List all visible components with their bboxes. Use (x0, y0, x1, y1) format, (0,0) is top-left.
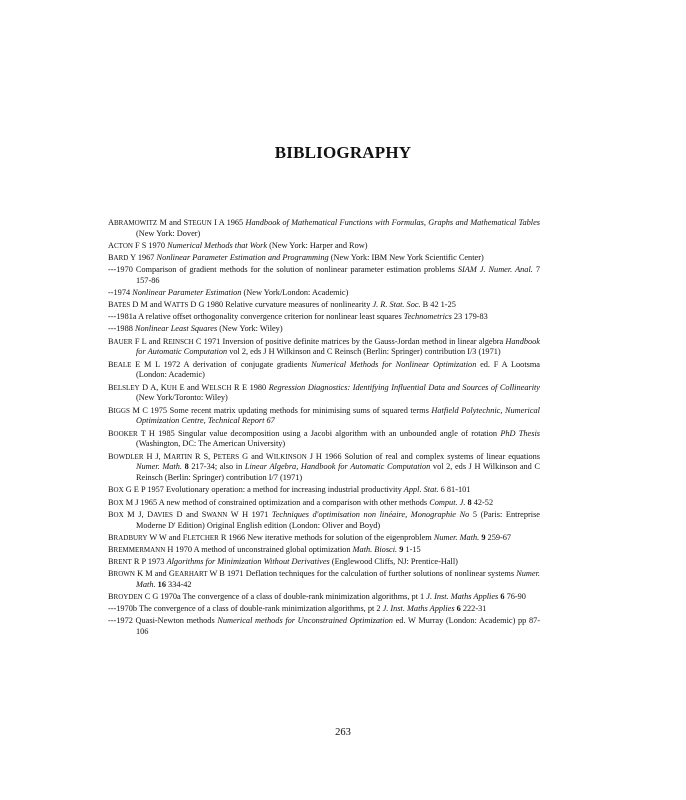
bibliography-entry: --1974 Nonlinear Parameter Estimation (New York/London: Academic) (108, 288, 349, 298)
bibliography-entry: ---1981a A relative offset orthogonality convergence criterion for nonlinear least squares Technometrics 23 179-83 (108, 312, 488, 322)
bibliography-entry: ACTON F S 1970 Numerical Methods that Work (New York: Harper and Row) (108, 241, 368, 250)
bibliography-entry: BIGGS M C 1975 Some recent matrix updating methods for minimising sums of squared terms Hatfield Polytechnic, Numerical Optimization Centre, Technical Report 67 (108, 405, 540, 426)
page-title: BIBLIOGRAPHY (274, 143, 412, 162)
page-number: 263 (335, 727, 351, 738)
bibliography-entry: BAUER F L and REINSCH C 1971 Inversion of positive definite matrices by the Gauss-Jordan method in linear algebra Handbook for Automatic Computation vol 2, eds J H Wilkinson and C Reinsch (Berlin: Springer) contribution I/3 (1971) (108, 336, 540, 357)
bibliography-entry: BROYDEN C G 1970a The convergence of a class of double-rank minimization algorithms, pt 1 J. Inst. Maths Applies 6 76-90 (108, 591, 526, 601)
bibliography-entry: BOX G E P 1957 Evolutionary operation: a method for increasing industrial productivity Appl. Stat. 6 81-101 (108, 485, 471, 495)
bibliography-entry: BEALE E M L 1972 A derivation of conjugate gradients Numerical Methods for Nonlinear Optimization ed. F A Lootsma (London: Academic) (108, 359, 540, 380)
bibliography-entry: BRADBURY W W and FLETCHER R 1966 New iterative methods for solution of the eigenproblem Numer. Math. 9 259-67 (108, 532, 512, 542)
bibliography-entry: BREMMERMANN H 1970 A method of unconstrained global optimization Math. Biosci. 9 1-15 (108, 544, 421, 554)
bibliography-entry: ---1988 Nonlinear Least Squares (New York: Wiley) (108, 324, 283, 334)
bibliography-entry: ABRAMOWITZ M and STEGUN I A 1965 Handbook of Mathematical Functions with Formulas, Graphs and Mathematical Tables (New York: Dover) (108, 218, 540, 238)
bibliography-entry: BATES D M and WATTS D G 1980 Relative curvature measures of nonlinearity J. R. Stat. Soc. B 42 1-25 (108, 300, 456, 310)
bibliography-entry: ---1972 Quasi-Newton methods Numerical methods for Unconstrained Optimization ed. W Murray (London: Academic) pp 87-106 (108, 616, 541, 637)
bibliography-list (108, 218, 540, 639)
bibliography-entry: BOWDLER H J, MARTIN R S, PETERS G and WILKINSON J H 1966 Solution of real and complex systems of linear equations Numer. Math. 8 217-34; also in Linear Algebra, Handbook for Automatic Computation vol 2, eds J H Wilkinson and C Reinsch (Berlin: Springer) contribution I/7 (1971) (108, 451, 541, 483)
bibliography-entry: BOX M J 1965 A new method of constrained optimization and a comparison with other methods Comput. J. 8 42-52 (108, 497, 494, 507)
bibliography-entry: BARD Y 1967 Nonlinear Parameter Estimation and Programming (New York: IBM New York Scientific Center) (108, 253, 484, 263)
bibliography-entry: BOX M J, DAVIES D and SWANN W H 1971 Techniques d'optimisation non linéaire, Monographie No 5 (Paris: Entreprise Moderne D' Edition) Original English edition (London: Oliver and Boyd) (108, 509, 540, 530)
bibliography-entry: BOOKER T H 1985 Singular value decomposition using a Jacobi algorithm with an unbounded angle of rotation PhD Thesis (Washington, DC: The American University) (108, 428, 540, 449)
bibliography-entry: ---1970b The convergence of a class of double-rank minimization algorithms, pt 2 J. Inst. Maths Applies 6 222-31 (108, 604, 487, 614)
bibliography-entry: BRENT R P 1973 Algorithms for Minimization Without Derivatives (Englewood Cliffs, NJ: Prentice-Hall) (108, 556, 458, 566)
bibliography-entry: BROWN K M and GEARHART W B 1971 Deflation techniques for the calculation of further solutions of nonlinear systems Numer. Math. 16 334-42 (108, 568, 540, 589)
bibliography-entry: BELSLEY D A, KUH E and WELSCH R E 1980 Regression Diagnostics: Identifying Influential Data and Sources of Collinearity (New York/Toronto: Wiley) (108, 382, 540, 403)
bibliography-entry: ---1970 Comparison of gradient methods for the solution of nonlinear parameter estimation problems SIAM J. Numer. Anal. 7 157-86 (108, 265, 540, 286)
